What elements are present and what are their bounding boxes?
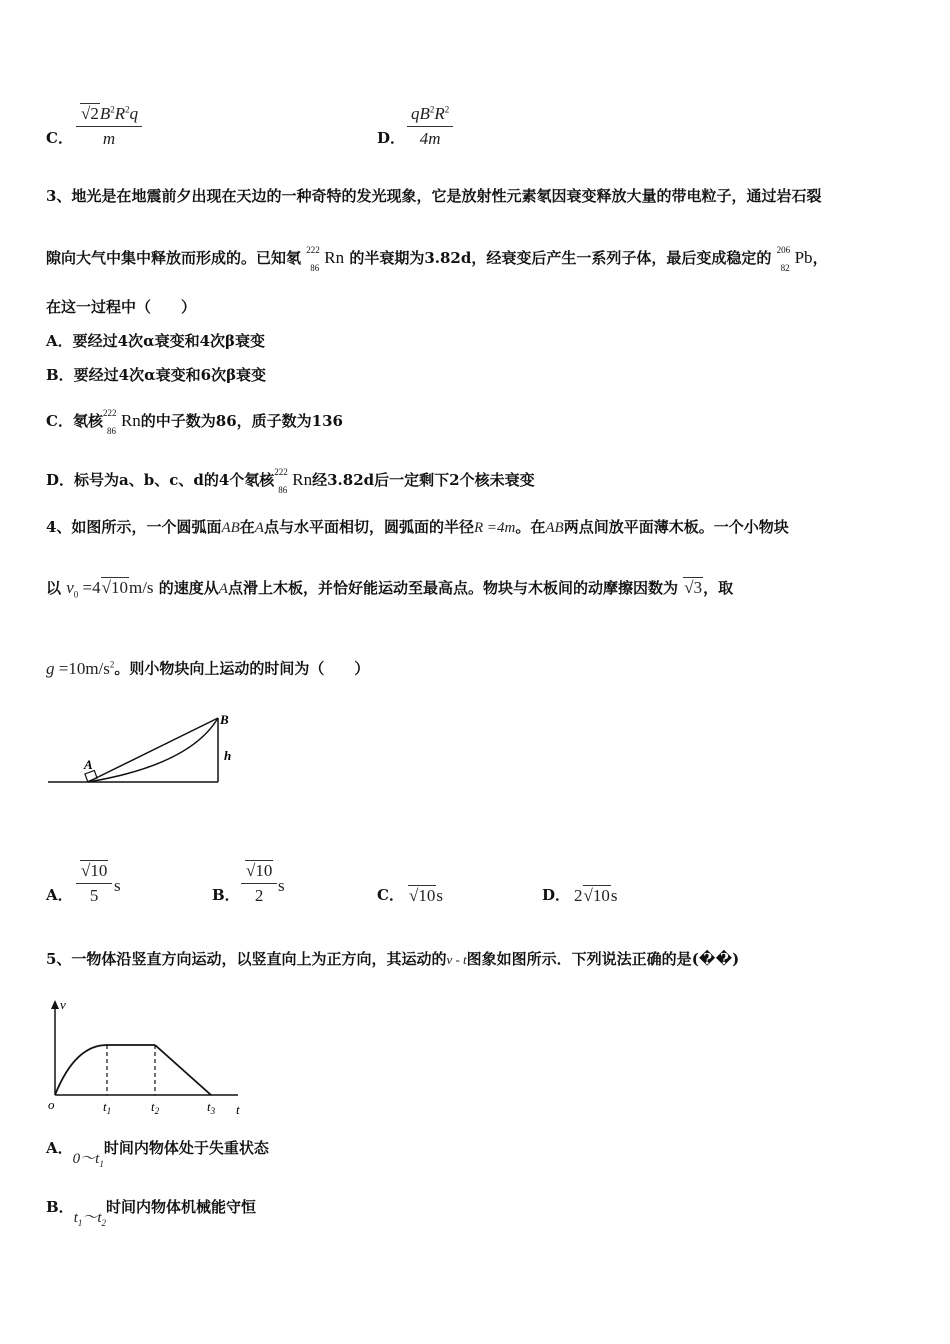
q4-line1: 4、如图所示，一个圆弧面AB在A点与水平面相切，圆弧面的半径R =4m。在AB两点间放平面薄木板。一个小物块 bbox=[46, 518, 789, 536]
q4-option-a-label: A． bbox=[46, 886, 73, 904]
q2-option-d-formula: $\frac{qB^2R^2}{4m}$ bbox=[407, 104, 453, 149]
fig-label-b: B bbox=[220, 712, 229, 727]
q2-option-c-formula: $\frac{√2B^2R^2q}{m}$ bbox=[76, 104, 142, 149]
q4-option-a-formula: $\frac{√10}{5}$ bbox=[76, 861, 112, 906]
q5-option-a: A．$0\sim t_1$时间内物体处于失重状态 bbox=[46, 1139, 269, 1169]
fig-label-h: h bbox=[224, 748, 232, 763]
q3-line1: 3、地光是在地震前夕出现在天边的一种奇特的发光现象，它是放射性元素氡因衰变释放大量的带电粒子，通过岩石裂 bbox=[46, 187, 822, 205]
q4-option-c-label: C． bbox=[377, 886, 404, 904]
q4-option-d-formula: 2√10s bbox=[574, 886, 618, 905]
q4-figure bbox=[40, 705, 250, 790]
q4-option-c-formula: √10s bbox=[409, 886, 443, 905]
q3-line2: 隙向大气中集中释放而形成的。已知氡 222 86 Rn 的半衰期为3.82d，经衰变后产生一系列子体，最后变成稳定的 206 82 Pb， bbox=[46, 245, 828, 273]
graph-t3: $t_3$ bbox=[207, 1099, 216, 1116]
fig-label-a: A bbox=[84, 757, 93, 772]
q5-option-b: B．$t_1\sim t_2$时间内物体机械能守恒 bbox=[46, 1198, 257, 1228]
q3-line3: 在这一过程中（ ） bbox=[46, 298, 197, 316]
q3-option-b: B．要经过4次α衰变和6次β衰变 bbox=[46, 366, 267, 384]
radon-nucleus: 222 86 Rn bbox=[306, 245, 345, 273]
graph-t2: $t_2$ bbox=[151, 1099, 160, 1116]
q4-option-b-formula: $\frac{√10}{2}$ bbox=[241, 861, 277, 906]
q5-line1: 5、一物体沿竖直方向运动，以竖直向上为正方向，其运动的v - t图象如图所示．下列说法正确的是(��) bbox=[46, 950, 740, 968]
q4-line3: $g =10m/s^2$。则小物块向上运动的时间为（ ） bbox=[46, 658, 370, 678]
q4-option-a-unit: s bbox=[114, 876, 121, 895]
graph-t1: $t_1$ bbox=[103, 1099, 112, 1116]
q4-option-b-unit: s bbox=[278, 876, 285, 895]
q2-option-d-label: D． bbox=[377, 129, 406, 147]
q3-option-d: D．标号为a、b、c、d的4个氡核 222 86 Rn经3.82d后一定剩下2个核未衰变 bbox=[46, 467, 535, 495]
q3-option-c: C．氡核 222 86 Rn的中子数为86，质子数为136 bbox=[46, 408, 343, 436]
q4-option-d-label: D． bbox=[542, 886, 571, 904]
graph-origin: o bbox=[48, 1097, 55, 1112]
lead-nucleus: 206 82 Pb bbox=[776, 245, 813, 273]
graph-x-label: t bbox=[236, 1102, 240, 1117]
q2-option-c-label: C． bbox=[46, 129, 73, 147]
q3-option-a: A．要经过4次α衰变和4次β衰变 bbox=[46, 332, 266, 350]
q4-option-b-label: B． bbox=[212, 886, 240, 904]
q4-line2: 以 $v_0 =4√10m/s$ 的速度从A点滑上木板，并恰好能运动至最高点。物块与木板间的动摩擦因数为 √3，取 bbox=[46, 578, 734, 600]
graph-y-label: v bbox=[60, 997, 66, 1012]
q5-vt-graph bbox=[40, 995, 255, 1120]
